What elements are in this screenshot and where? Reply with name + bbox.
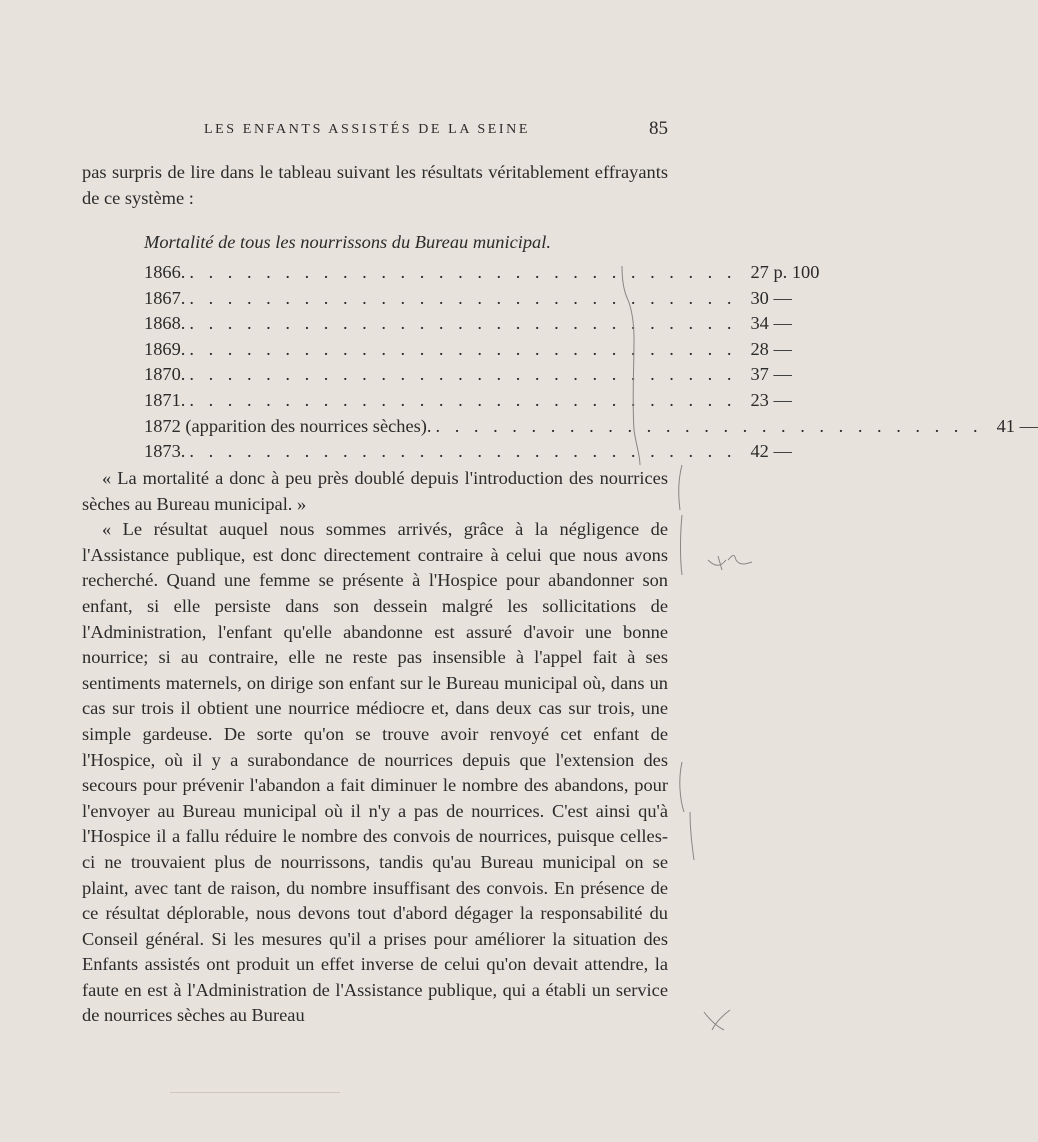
footer-pencil-line bbox=[170, 1092, 340, 1093]
intro-text: pas surpris de lire dans le tableau suivant les résultats véritablement effrayants de ce système : bbox=[82, 162, 668, 208]
quote-paragraph-1: « La mortalité a donc à peu près doublé depuis l'introduction des nourrices sèches au Bureau municipal. » bbox=[82, 468, 668, 514]
row-value: 27 p. 100 bbox=[750, 262, 820, 282]
quote-paragraph-2: « Le résultat auquel nous sommes arrivés, grâce à la négligence de l'Assistance publique, est donc directement contraire à celui que nous avons recherché. Quand une femme se présente à l'Hospice pour abandonner son enfant, si elle persiste dans son dessein malgré les sollicitations de l'Administration, l'enfant qu'elle abandonne est assuré d'avoir une bonne nourrice; si au contraire, elle ne reste pas insensible à l'appel fait à ses sentiments maternels, on dirige son enfant sur le Bureau municipal où, dans un cas sur trois il obtient une nourrice médiocre et, dans deux cas sur trois, une simple gardeuse. De sorte qu'on se trouve avoir renvoyé cet enfant de l'Hospice, où il y a surabondance de nourrices depuis que l'extension des secours pour prévenir l'abandon a fait diminuer le nombre des abandons, pour l'envoyer au Bureau municipal où il n'y a pas de nourrices. C'est ainsi qu'à l'Hospice il a fallu réduire le nombre des convois de nourrices, puisque celles-ci ne trouvaient plus de nourrissons, tandis qu'au Bureau municipal on se plaint, avec tant de raison, du nombre insuffisant des convois. En présence de ce résultat déplorable, nous devons tout d'abord dégager la responsabilité du Conseil général. Si les mesures qu'il a prises pour améliorer la situation des Enfants assistés ont produit un effet inverse de celui qu'on devait attendre, la faute en est à l'Administration de l'Assistance publique, qui a établi un service de nourrices sèches au Bureau bbox=[82, 519, 668, 1026]
leader-dots: . . . . . . . . . . . . . . . . . . . . . . . . . . . . . bbox=[189, 389, 737, 410]
row-label: 1867. bbox=[144, 287, 186, 308]
leader-dots: . . . . . . . . . . . . . . . . . . . . . . . . . . . . . bbox=[189, 338, 737, 359]
row-label: 1871. bbox=[144, 389, 186, 410]
row-value: 37 — bbox=[750, 364, 792, 385]
row-value: 42 — bbox=[750, 441, 792, 462]
row-label: 1866. bbox=[144, 262, 186, 282]
mortality-table bbox=[144, 260, 1038, 465]
row-label: 1873. bbox=[144, 441, 186, 462]
intro-paragraph bbox=[82, 160, 668, 211]
leader-dots: . . . . . . . . . . . . . . . . . . . . . . . . . . . . . bbox=[189, 441, 737, 462]
row-label: 1868. bbox=[144, 313, 186, 334]
table-row bbox=[144, 337, 792, 363]
row-label: 1872 (apparition des nourrices sèches). bbox=[144, 415, 432, 436]
row-value: 30 — bbox=[750, 287, 792, 308]
table-row bbox=[144, 439, 792, 465]
row-label: 1869. bbox=[144, 338, 186, 359]
bracket-mark bbox=[680, 762, 684, 812]
leader-dots: . . . . . . . . . . . . . . . . . . . . . . . . . . . . . bbox=[189, 287, 737, 308]
leader-dots: . . . . . . . . . . . . . . . . . . . . . . . . . . . . . bbox=[189, 313, 737, 334]
leader-dots: . . . . . . . . . . . . . . . . . . . . . . . . . . . . . bbox=[189, 364, 737, 385]
row-value: 41 — bbox=[996, 415, 1038, 436]
bracket-mark bbox=[681, 515, 683, 575]
bracket-mark bbox=[679, 465, 682, 510]
table-row bbox=[144, 388, 792, 414]
table-row bbox=[144, 414, 1038, 440]
table-row bbox=[144, 311, 792, 337]
table-row bbox=[144, 286, 792, 312]
table-row bbox=[144, 362, 792, 388]
table-title: Mortalité de tous les nourrissons du Bureau municipal. bbox=[144, 232, 551, 252]
row-value: 34 — bbox=[750, 313, 792, 334]
handwritten-annotation bbox=[708, 555, 752, 570]
row-value: 23 — bbox=[750, 389, 792, 410]
handwritten-annotation bbox=[704, 1010, 730, 1030]
table-row bbox=[144, 260, 820, 286]
leader-dots: . . . . . . . . . . . . . . . . . . . . . . . . . . . . . bbox=[435, 415, 983, 436]
quote-block bbox=[82, 466, 668, 1029]
page-number: 85 bbox=[649, 118, 668, 139]
leader-dots: . . . . . . . . . . . . . . . . . . . . . . . . . . . . . bbox=[189, 262, 737, 282]
row-label: 1870. bbox=[144, 364, 186, 385]
running-title: LES ENFANTS ASSISTÉS DE LA SEINE bbox=[204, 122, 531, 137]
bracket-mark bbox=[690, 812, 694, 860]
row-value: 28 — bbox=[750, 338, 792, 359]
